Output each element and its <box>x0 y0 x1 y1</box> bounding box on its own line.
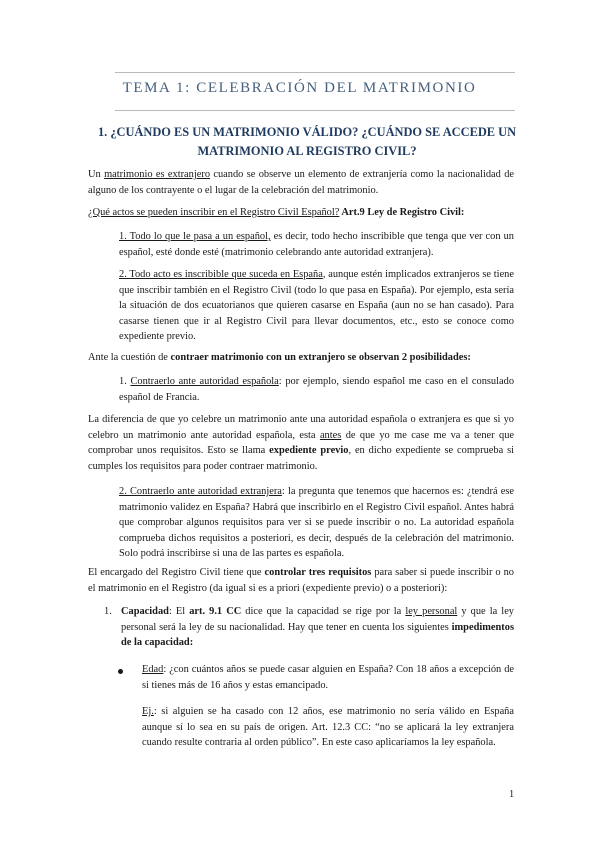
requirement-capacidad: Capacidad: El art. 9.1 CC dice que la capacidad se rige por la ley personal y que la ley personal será la ley de su nacionalidad. Hay que tener en cuenta los siguientes impedimentos de la capacidad: <box>121 606 514 648</box>
paragraph-difference: La diferencia de que yo celebre un matrimonio ante una autoridad española o extranjera es que si yo celebro un matrimonio ante autoridad española, esta antes de que yo me case me va a tener que comprobar unos requisitos. Esto se llama expediente previo, en dicho expediente se comprueba si cumples los requisitos para poder contraer matrimonio. <box>88 414 515 472</box>
option-1: 1. Contraerlo ante autoridad española: por ejemplo, siendo español me caso en el consulado español de Francia. <box>119 376 515 403</box>
question-registro: ¿Qué actos se pueden inscribir en el Registro Civil Español? Art.9 Ley de Registro Civil: <box>88 207 465 218</box>
list-item-2: 2. Todo acto es inscribible que suceda en España, aunque estén implicados extranjeros se tiene que inscribir también en el Registro Civil (todo lo que pasa en España). Por ejemplo, esta sería la situación de dos ecuatorianos que quieren casarse en España (aun no se han casado). Para casarse tienen que ir al Registro Civil para llevar documentos, etc., esto se conoce como expediente previo. <box>119 269 514 342</box>
section-heading: 1. ¿CUÁNDO ES UN MATRIMONIO VÁLIDO? ¿CUÁNDO SE ACCEDE UN MATRIMONIO AL REGISTRO CIVIL? <box>97 125 517 158</box>
requirement-number: 1. <box>104 606 112 617</box>
title-top-rule <box>115 72 515 73</box>
paragraph-requirements: El encargado del Registro Civil tiene que controlar tres requisitos para saber si puede inscribir o no el matrimonio en el Registro (da igual si es a priori (expediente previo) o a posteriori): <box>88 567 514 594</box>
list-item-1: 1. Todo lo que le pasa a un español, es decir, todo hecho inscribible que tenga que ver con un español, esté donde esté (matrimonio celebrando ante autoridad extranjera). <box>119 231 514 258</box>
page-title: TEMA 1: CELEBRACIÓN DEL MATRIMONIO <box>122 80 477 96</box>
example-paragraph: Ej.: si alguien se ha casado con 12 años, ese matrimonio no sería válido en España aunque sí lo sea en su país de origen. Art. 12.3 CC: “no se aplicará la ley extranjera cuando resulte contraria al orden público”. En este caso aplicaríamos la ley española. <box>142 706 514 748</box>
title-bottom-rule <box>115 110 515 111</box>
bullet-dot <box>118 669 123 674</box>
paragraph-possibilities: Ante la cuestión de contraer matrimonio con un extranjero se observan 2 posibilidades: <box>88 352 471 363</box>
option-2: 2. Contraerlo ante autoridad extranjera: la pregunta que tenemos que hacernos es: ¿tendrá ese matrimonio validez en España? Habrá que inscribirlo en el Registro Civil español. Antes habrá que comprobar algunos requisitos para ver si se puede inscribir o no. La autoridad española comprueba dichos requisitos a posteriori, es decir, después de la celebración del matrimonio. Solo podrá inscribirse si una de las partes es española. <box>119 486 514 559</box>
bullet-edad: Edad: ¿con cuántos años se puede casar alguien en España? Con 18 años a excepción de si tienes más de 16 años y estas emancipado. <box>142 664 514 691</box>
page-number: 1 <box>509 789 515 800</box>
paragraph-intro: Un matrimonio es extranjero cuando se observe un elemento de extranjería como la nacionalidad de alguno de los contrayente o el lugar de la celebración del matrimonio. <box>88 169 514 196</box>
